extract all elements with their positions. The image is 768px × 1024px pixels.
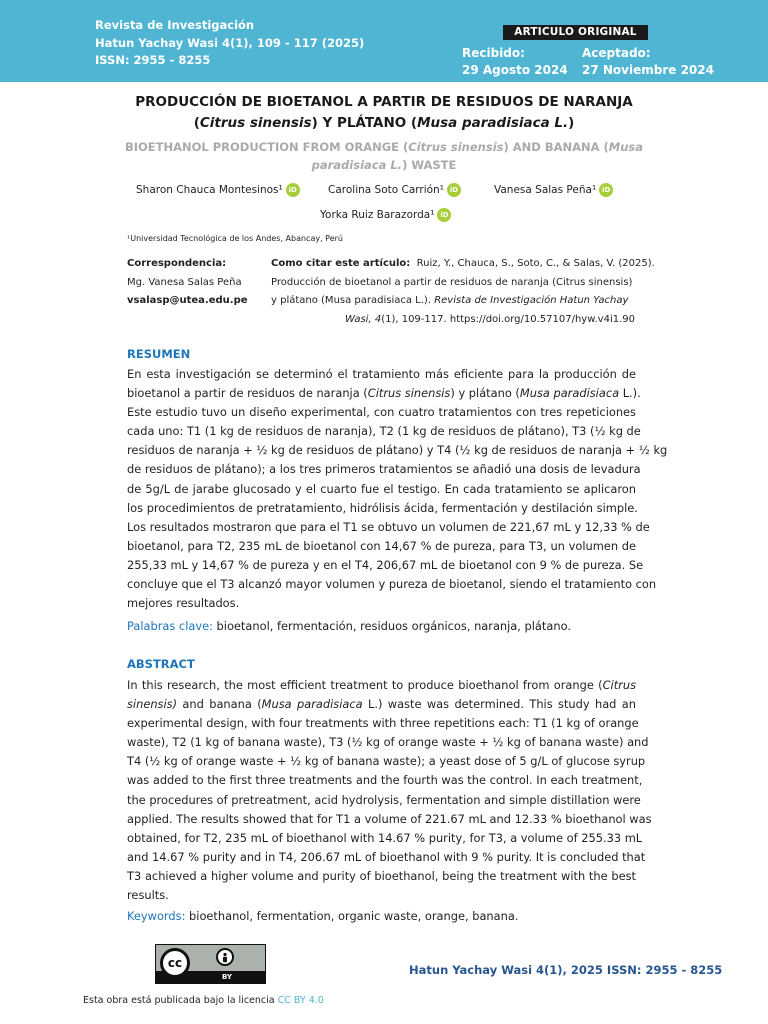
abstract-body: [127, 676, 652, 905]
text-run: bioetanol a partir de residuos de naranja (: [127, 386, 368, 401]
italic-term: Citrus sinensis: [367, 386, 451, 401]
title-text: ): [568, 115, 575, 131]
resumen-line: [127, 403, 636, 422]
subtitle-text: ) WASTE: [402, 158, 457, 172]
cc-by-label: BY: [221, 973, 233, 981]
resumen-line: [127, 422, 641, 441]
correspondence-block: [127, 255, 248, 311]
correspondence-name: Mg. Vanesa Salas Peña: [127, 276, 242, 288]
text-run: applied. The results showed that for T1 a volume of 221.67 mL and 12.33 % bioethanol was: [127, 811, 652, 826]
title-species-banana: Musa paradisiaca L.: [417, 115, 569, 131]
citation-journal: Revista de Investigación Hatun Yachay: [434, 295, 629, 306]
orcid-icon[interactable]: iD: [437, 208, 451, 222]
cc-by-license-icon[interactable]: [155, 944, 266, 984]
accepted-block: [582, 45, 714, 78]
abstract-line: [127, 695, 636, 714]
text-run: 255,33 mL y 14,67 % de pureza y en el T4, 206,67 mL de bioetanol con 9 % de pureza. Se: [127, 557, 644, 572]
abstract-line: [127, 676, 636, 695]
title-species-orange: Citrus sinensis: [199, 115, 312, 131]
journal-info: [95, 17, 364, 70]
correspondence-email[interactable]: vsalasp@utea.edu.pe: [127, 295, 248, 306]
journal-header-band: [0, 0, 768, 82]
abstract-line: [127, 714, 639, 733]
person-icon: [218, 951, 232, 965]
text-run: residuos de naranja + ½ kg de residuos de plátano) y T4 (½ kg de residuos de naranja + ½ kg: [127, 443, 668, 458]
text-run: bioetanol, para T2, 235 mL de bioetanol con 14,67 % de pureza, para T3, un volumen de: [127, 538, 636, 553]
abstract-line: [127, 848, 646, 867]
text-run: mejores resultados.: [127, 596, 240, 611]
text-run: cada uno: T1 (1 kg de residuos de naranja), T2 (1 kg de residuos de plátano), T3 (½ kg de: [127, 424, 641, 439]
subtitle-species-banana: Musa paradisiaca L.: [311, 140, 644, 172]
author-affil-sup: ¹: [278, 184, 283, 196]
abstract-line: [127, 867, 636, 886]
keywords-text: bioethanol, fermentation, organic waste, orange, banana.: [185, 909, 519, 923]
resumen-keywords: [127, 619, 571, 633]
citation-doi[interactable]: (1), 109-117. https://doi.org/10.57107/hyw.v4i1.90: [381, 313, 635, 325]
license-text: Esta obra está publicada bajo la licencia: [83, 995, 278, 1006]
abstract-line: [127, 733, 649, 752]
resumen-heading: RESUMEN: [127, 347, 191, 361]
italic-term: Musa paradisiaca: [519, 386, 620, 401]
author-1: [136, 183, 300, 197]
author-3: [494, 183, 613, 197]
text-run: the procedures of pretreatment, acid hydrolysis, fermentation and simple distillation were: [127, 792, 641, 807]
orcid-icon[interactable]: iD: [599, 183, 613, 197]
text-run: results.: [127, 888, 169, 903]
footer-journal: Hatun Yachay Wasi 4(1), 2025 ISSN: 2955 - 8255: [409, 963, 723, 977]
accepted-label: Aceptado:: [582, 46, 651, 60]
subtitle-text: BIOETHANOL PRODUCTION FROM ORANGE (: [124, 140, 409, 154]
resumen-body: [127, 365, 668, 613]
author-4: [320, 208, 451, 222]
resumen-line: [127, 460, 641, 479]
citation-text: Ruiz, Y., Chauca, S., Soto, C., & Salas, V. (2025).: [416, 258, 655, 269]
author-name: Sharon Chauca Montesinos: [136, 184, 279, 196]
resumen-line: [127, 575, 657, 594]
text-run: experimental design, with four treatments with three repetitions each: T1 (1 kg of orange: [127, 716, 639, 731]
keywords-label: Keywords:: [127, 909, 186, 923]
abstract-line: [127, 771, 643, 790]
resumen-line: [127, 480, 636, 499]
text-run: de 5g/L de jarabe glucosado y el cuarto fue el testigo. En cada tratamiento se aplicaron: [127, 481, 636, 496]
text-run: En esta investigación se determinó el tratamiento más eficiente para la producción de: [127, 367, 636, 381]
article-title: [110, 92, 658, 134]
text-run: T3 achieved a higher volume and purity of bioethanol, being the treatment with the best: [127, 868, 636, 883]
title-line-1: PRODUCCIÓN DE BIOETANOL A PARTIR DE RESIDUOS DE NARANJA: [135, 94, 633, 110]
text-run: los procedimientos de pretratamiento, hidrólisis ácida, fermentación y destilación simple.: [127, 500, 638, 515]
text-run: L.).: [619, 386, 641, 401]
abstract-line: [127, 829, 643, 848]
text-run: Este estudio tuvo un diseño experimental, con cuatro tratamientos con tres repeticiones: [127, 405, 636, 420]
affiliation: ¹Universidad Tecnológica de los Andes, Abancay, Perú: [127, 234, 343, 243]
journal-name: Revista de Investigación: [95, 18, 255, 32]
resumen-line: [127, 594, 636, 613]
subtitle-species-orange: Citrus sinensis: [408, 140, 504, 154]
resumen-line: [127, 365, 636, 384]
resumen-line: [127, 499, 636, 518]
text-run: Los resultados mostraron que para el T1 se obtuvo un volumen de 221,67 mL y 12,33 % de: [127, 519, 650, 534]
keywords-label: Palabras clave:: [127, 619, 213, 633]
correspondence-label: Correspondencia:: [127, 258, 227, 269]
title-text: ) Y PLÁTANO (: [311, 115, 418, 131]
orcid-icon[interactable]: iD: [286, 183, 300, 197]
text-run: de residuos de plátano); a los tres primeros tratamientos se añadió una dosis de levadura: [127, 462, 641, 477]
text-run: and banana (: [177, 697, 262, 712]
abstract-line: [127, 810, 652, 829]
author-2: [328, 183, 461, 197]
text-run: L.) waste was determined. This study had an: [362, 697, 636, 712]
license-link[interactable]: CC BY 4.0: [277, 995, 324, 1006]
citation-line-1: [271, 255, 655, 274]
license-notice: [83, 995, 324, 1006]
text-run: concluye que el T3 alcanzó mayor volumen y pureza de bioetanol, siendo el tratamiento con: [127, 577, 657, 592]
author-affil-sup: ¹: [591, 184, 597, 196]
abstract-line: [127, 886, 636, 905]
text-run: and 14.67 % purity and in T4, 206.67 mL of bioethanol with 9 % purity. It is concluded that: [127, 849, 646, 864]
resumen-line: [127, 537, 636, 556]
citation-line-2: Producción de bioetanol a partir de residuos de naranja (Citrus sinensis): [271, 276, 633, 288]
journal-issue: Hatun Yachay Wasi 4(1), 109 - 117 (2025): [95, 35, 365, 50]
keywords-text: bioetanol, fermentación, residuos orgánicos, naranja, plátano.: [212, 619, 571, 633]
italic-term: Musa paradisiaca: [261, 697, 363, 712]
citation-volume: Wasi, 4: [345, 313, 382, 325]
author-name: Vanesa Salas Peña: [494, 184, 592, 196]
italic-term: Citrus: [602, 678, 636, 692]
resumen-line: [127, 441, 668, 460]
citation-block: [271, 255, 655, 329]
orcid-icon[interactable]: iD: [447, 183, 461, 197]
english-title: [120, 138, 648, 174]
abstract-line: [127, 752, 646, 771]
received-label: Recibido:: [462, 46, 525, 60]
text-run: obtained, for T2, 235 mL of bioethanol with 14.67 % purity, for T3, a volume of 255.33 mL: [127, 830, 643, 845]
author-affil-sup: ¹: [430, 209, 435, 221]
citation-label: Como citar este artículo:: [271, 258, 411, 269]
article-type-badge: ARTICULO ORIGINAL: [503, 25, 648, 40]
resumen-line: [127, 518, 650, 537]
italic-term: sinensis): [127, 697, 178, 712]
author-name: Carolina Soto Carrión: [328, 184, 440, 196]
text-run: ) y plátano (: [450, 386, 520, 401]
title-line-2: [110, 113, 658, 134]
author-name: Yorka Ruiz Barazorda: [320, 209, 431, 221]
title-text: (: [193, 115, 200, 131]
resumen-line: [127, 384, 641, 403]
received-block: [462, 45, 568, 78]
text-run: T4 (½ kg of orange waste + ½ kg of banana waste); a yeast dose of 5 g/L of glucose syrup: [127, 754, 646, 769]
subtitle-text: ) AND BANANA (: [503, 140, 609, 154]
journal-issn: ISSN: 2955 - 8255: [95, 53, 211, 67]
cc-logo-icon: cc: [160, 948, 190, 978]
citation-text: y plátano (Musa paradisiaca L.).: [271, 295, 435, 306]
attribution-person-icon: [216, 948, 234, 966]
author-affil-sup: ¹: [439, 184, 444, 196]
citation-line-4: [271, 311, 635, 330]
accepted-date: 27 Noviembre 2024: [582, 62, 714, 77]
text-run: was added to the first three treatments and the fourth was the control. In each treatment,: [127, 773, 643, 788]
abstract-keywords: [127, 909, 518, 923]
text-run: waste), T2 (1 kg of banana waste), T3 (½ kg of orange waste + ½ kg of banana waste) and: [127, 735, 649, 750]
abstract-line: [127, 791, 641, 810]
abstract-heading: ABSTRACT: [127, 657, 195, 671]
citation-line-3: [271, 292, 635, 311]
text-run: In this research, the most efficient treatment to produce bioethanol from orange (: [127, 678, 603, 692]
received-date: 29 Agosto 2024: [462, 62, 568, 77]
resumen-line: [127, 556, 644, 575]
